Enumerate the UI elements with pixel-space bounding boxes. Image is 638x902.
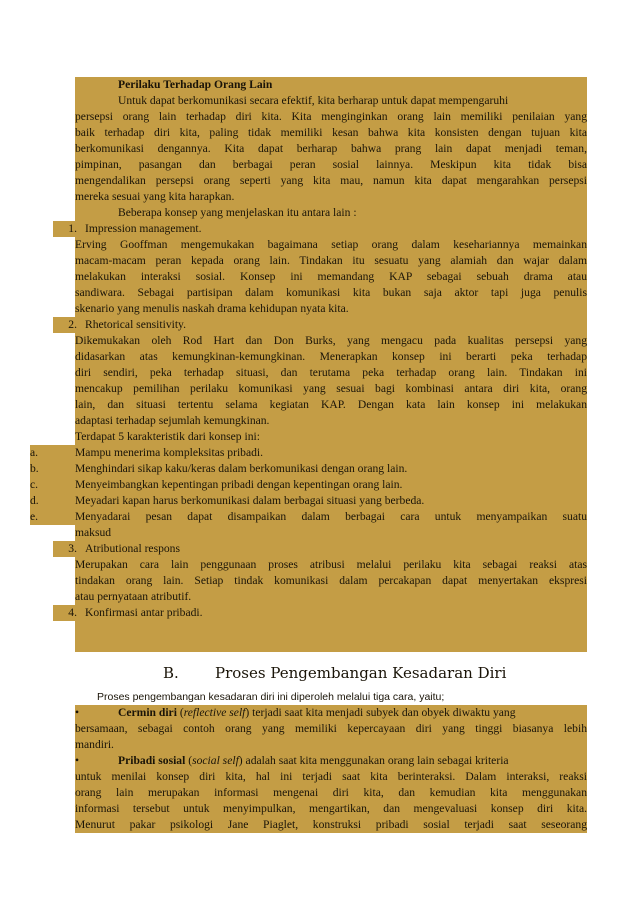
- item2-char-intro: Terdapat 5 karakteristik dari konsep ini:: [75, 429, 587, 445]
- item1-line-0: Erving Gooffman mengemukakan bagaimana setiap orang dalam kesehariannya memainkan: [75, 238, 587, 251]
- highlight-filler: [75, 621, 587, 652]
- p2-line-first: [75, 753, 587, 769]
- intro-concepts: Beberapa konsep yang menjelaskan itu antara lain :: [75, 205, 587, 221]
- char-c-letter: c.: [30, 478, 39, 491]
- item3-line-2: atau pernyataan atributif.: [75, 589, 587, 605]
- bullet-icon: •: [75, 706, 80, 719]
- item1-number: 1.: [68, 222, 77, 235]
- item2-line-4: lain, dan situasi tertentu selama kegiatan KAP. Dengan kata lain konsep ini melakukan: [75, 398, 587, 411]
- item2-line-3: mencakup pemilihan perilaku komunikasi yang sesuai bagi kombinasi antara diri kita, orang: [75, 382, 587, 395]
- item4-heading: [53, 605, 587, 621]
- p1-term: Cermin diri: [118, 706, 177, 719]
- item3-label: Atributional respons: [85, 542, 180, 555]
- p1-rest: ) terjadi saat kita menjadi subyek dan obyek diwaktu yang: [245, 706, 516, 719]
- char-a-letter: a.: [30, 446, 39, 459]
- item1-line-4: skenario yang menulis naskah drama kehidupan nyata kita.: [75, 301, 587, 317]
- p2-term-en: social self: [192, 754, 239, 767]
- p2-line-0: untuk menilai konsep diri kita, hal ini terjadi saat kita berinteraksi. Dalam interaksi, reaksi: [75, 770, 587, 783]
- char-a: [30, 445, 587, 461]
- item1-line-2: melakukan interaksi sosial. Konsep ini memandang KAP sebagai sebuah drama atau: [75, 270, 587, 283]
- p2-line-1: orang lain merupakan informasi mengenai diri kita, dan kemudian kita menggunakan: [75, 786, 587, 799]
- item2-heading: [53, 317, 587, 333]
- p2-line-2: informasi tersebut untuk menyimpulkan, mengartikan, dan mengevaluasi konsep diri kita.: [75, 802, 587, 815]
- item2-number: 2.: [68, 318, 77, 331]
- item2-line-2: diri sendiri, peka terhadap situasi, dan terutama peka terhadap orang lain. Tindakan ini: [75, 366, 587, 379]
- item4-label: Konfirmasi antar pribadi.: [85, 606, 203, 619]
- char-c: [30, 477, 587, 493]
- item3-number: 3.: [68, 542, 77, 555]
- item1-line-1: macam-macam peran kepada orang lain. Tindakan itu sesuatu yang alamiah dan wajar dalam: [75, 254, 587, 267]
- para1-line-2: baik terhadap diri kita, paling tidak memiliki kesan bahwa kita konsisten dengan tujuan kita: [75, 126, 587, 139]
- char-d: [30, 493, 587, 509]
- p2-rest: ) adalah saat kita menggunakan orang lain sebagai kriteria: [238, 754, 509, 767]
- item2-line-1: didasarkan atas kemungkinan-kemungkinan. Menerapkan konsep ini berarti peka terhadap: [75, 350, 587, 363]
- char-c-text: Menyeimbangkan kepentingan pribadi dengan kepentingan orang lain.: [75, 478, 403, 491]
- item1-heading: [53, 221, 587, 237]
- para1-line-3: berkomunikasi dengannya. Kita dapat berharap bahwa prang lain dapat menjadi teman,: [75, 142, 587, 155]
- item2-label: Rhetorical sensitivity.: [85, 318, 186, 331]
- item2-line-0: Dikemukakan oleh Rod Hart dan Don Burks, yang mengacu pada kualitas persepsi yang: [75, 334, 587, 347]
- item3-heading: [53, 541, 587, 557]
- char-a-text: Mampu menerima kompleksitas pribadi.: [75, 446, 264, 459]
- char-d-text: Meyadari kapan harus berkomunikasi dalam berbagai situasi yang berbeda.: [75, 494, 425, 507]
- bullet-icon: •: [75, 754, 80, 767]
- para1-line-0: Untuk dapat berkomunikasi secara efektif, kita berharap untuk dapat mempengaruhi: [75, 93, 587, 109]
- char-b: [30, 461, 587, 477]
- item1-label: Impression management.: [85, 222, 202, 235]
- p1-line-first: [75, 705, 587, 721]
- char-e-cont: maksud: [75, 525, 587, 541]
- item3-line-1: tindakan orang lain. Setiap tindak komunikasi dalam percakapan dapat menyertakan ekspresi: [75, 574, 587, 587]
- para1-line-1: persepsi orang lain terhadap diri kita. Kita menginginkan orang lain memiliki penilaian yang: [75, 110, 587, 123]
- item3-line-0: Merupakan cara lain penggunaan proses atribusi melalui perilaku kita sebagai reaksi atas: [75, 558, 587, 571]
- char-e-letter: e.: [30, 510, 39, 523]
- section-b-heading: [163, 663, 506, 683]
- item2-line-5: adaptasi terhadap sejumlah kemungkinan.: [75, 413, 587, 429]
- section-b-number: B.: [163, 664, 179, 682]
- subtitle-perilaku: Perilaku Terhadap Orang Lain: [75, 77, 587, 93]
- char-b-text: Menghindari sikap kaku/keras dalam berkomunikasi dengan orang lain.: [75, 462, 408, 475]
- p2-line-3: Menurut pakar psikologi Jane Piaglet, konstruksi pribadi sosial terjadi saat seseorang: [75, 818, 587, 831]
- p1-open: (: [176, 706, 184, 719]
- para1-line-4: pimpinan, pasangan dan berbagai peran sosial lainnya. Meskipun kita tidak bisa: [75, 158, 587, 171]
- char-e: [30, 509, 587, 525]
- p2-open: (: [185, 754, 193, 767]
- char-e-text: Menyadarai pesan dapat disampaikan dalam berbagai cara untuk menyampaikan suatu: [75, 510, 587, 523]
- p1-term-en: reflective self: [183, 706, 246, 719]
- para1-line-5: mengendalikan persepsi orang seperti yang kita mau, namun kita dapat mengarahkan persepsi: [75, 174, 587, 187]
- p1-line-0: bersamaan, sebagai contoh orang yang memiliki kepercayaan diri yang tinggi biasanya lebih: [75, 722, 587, 735]
- char-b-letter: b.: [30, 462, 39, 475]
- p2-term: Pribadi sosial: [118, 754, 186, 767]
- item1-line-3: sandiwara. Sebagai partisipan dalam komunikasi kita bukan saja aktor tapi juga penulis: [75, 286, 587, 299]
- para1-line-6: mereka sesuai yang kita harapkan.: [75, 189, 587, 205]
- section-b-intro: Proses pengembangan kesadaran diri ini diperoleh melalui tiga cara, yaitu;: [97, 691, 445, 703]
- p1-line-1: mandiri.: [75, 737, 587, 753]
- char-d-letter: d.: [30, 494, 39, 507]
- section-b-title: Proses Pengembangan Kesadaran Diri: [215, 664, 507, 682]
- item4-number: 4.: [68, 606, 77, 619]
